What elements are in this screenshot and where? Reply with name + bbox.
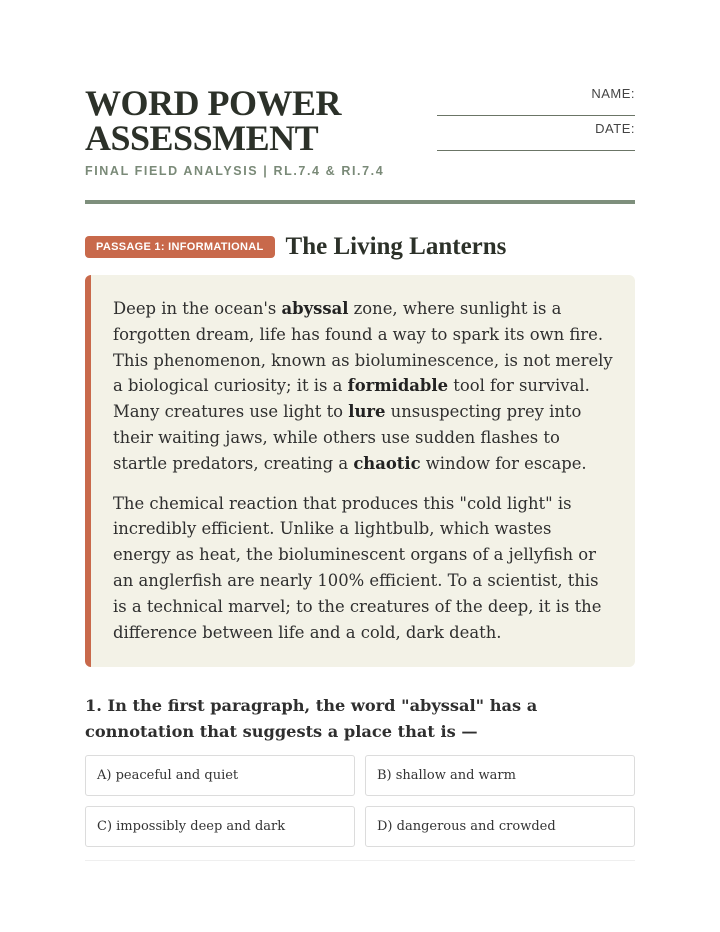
header-divider — [85, 200, 635, 204]
passage-text: tool for survival. Many creatures use light to — [113, 376, 590, 422]
passage-box — [85, 275, 635, 667]
title-line-2: ASSESSMENT — [85, 118, 319, 158]
section-divider — [85, 860, 635, 861]
passage-header — [85, 233, 506, 261]
student-fields — [437, 86, 635, 156]
date-line[interactable] — [437, 150, 635, 151]
answer-options — [85, 755, 635, 847]
vocab-word-abyssal: abyssal — [281, 299, 349, 318]
passage-text: window for escape. — [420, 453, 587, 473]
question-1: 1. In the first paragraph, the word "abyssal" has a connotation that suggests a place that is — — [85, 696, 538, 741]
option-a[interactable]: A) peaceful and quiet — [85, 755, 355, 796]
passage-text: zone, where sunlight is a forgotten dream, life has found a way to spark its own fire. This phenomenon, known as bioluminescence, is not merely a biological curiosity; it is a — [113, 299, 613, 396]
passage-paragraph-2: The chemical reaction that produces this "cold light" is incredibly efficient. Unlike a lightbulb, which wastes energy as heat, the bioluminescent organs of a jellyfish or an anglerfish are nearly 100% efficient. To a scientist, this is a technical marvel; to the creatures of the deep, it is the difference between life and a cold, dark death. — [113, 493, 602, 642]
passage-text: unsuspecting prey into their waiting jaws, while others use sudden flashes to startle predators, creating a — [113, 402, 582, 473]
vocab-word-lure: lure — [348, 402, 386, 422]
passage-paragraph-1 — [113, 296, 613, 477]
standards-subtitle: FINAL FIELD ANALYSIS | RL.7.4 & RI.7.4 — [85, 164, 385, 178]
worksheet-page — [85, 0, 635, 932]
passage-badge: PASSAGE 1: INFORMATIONAL — [85, 236, 275, 258]
name-line[interactable] — [437, 115, 635, 116]
page-title — [85, 83, 415, 158]
option-c[interactable]: C) impossibly deep and dark — [85, 806, 355, 847]
option-b[interactable]: B) shallow and warm — [365, 755, 635, 796]
option-d[interactable]: D) dangerous and crowded — [365, 806, 635, 847]
name-label: NAME: — [591, 86, 635, 101]
date-label: DATE: — [595, 121, 635, 136]
vocab-word-formidable: formidable — [347, 376, 449, 396]
name-field[interactable] — [437, 86, 635, 121]
passage-text: Deep in the ocean's — [113, 299, 282, 318]
title-line-1: WORD POWER — [85, 83, 341, 123]
vocab-word-chaotic: chaotic — [353, 453, 421, 473]
passage-title: The Living Lanterns — [285, 233, 507, 260]
title-block — [85, 83, 415, 178]
date-field[interactable] — [437, 121, 635, 156]
